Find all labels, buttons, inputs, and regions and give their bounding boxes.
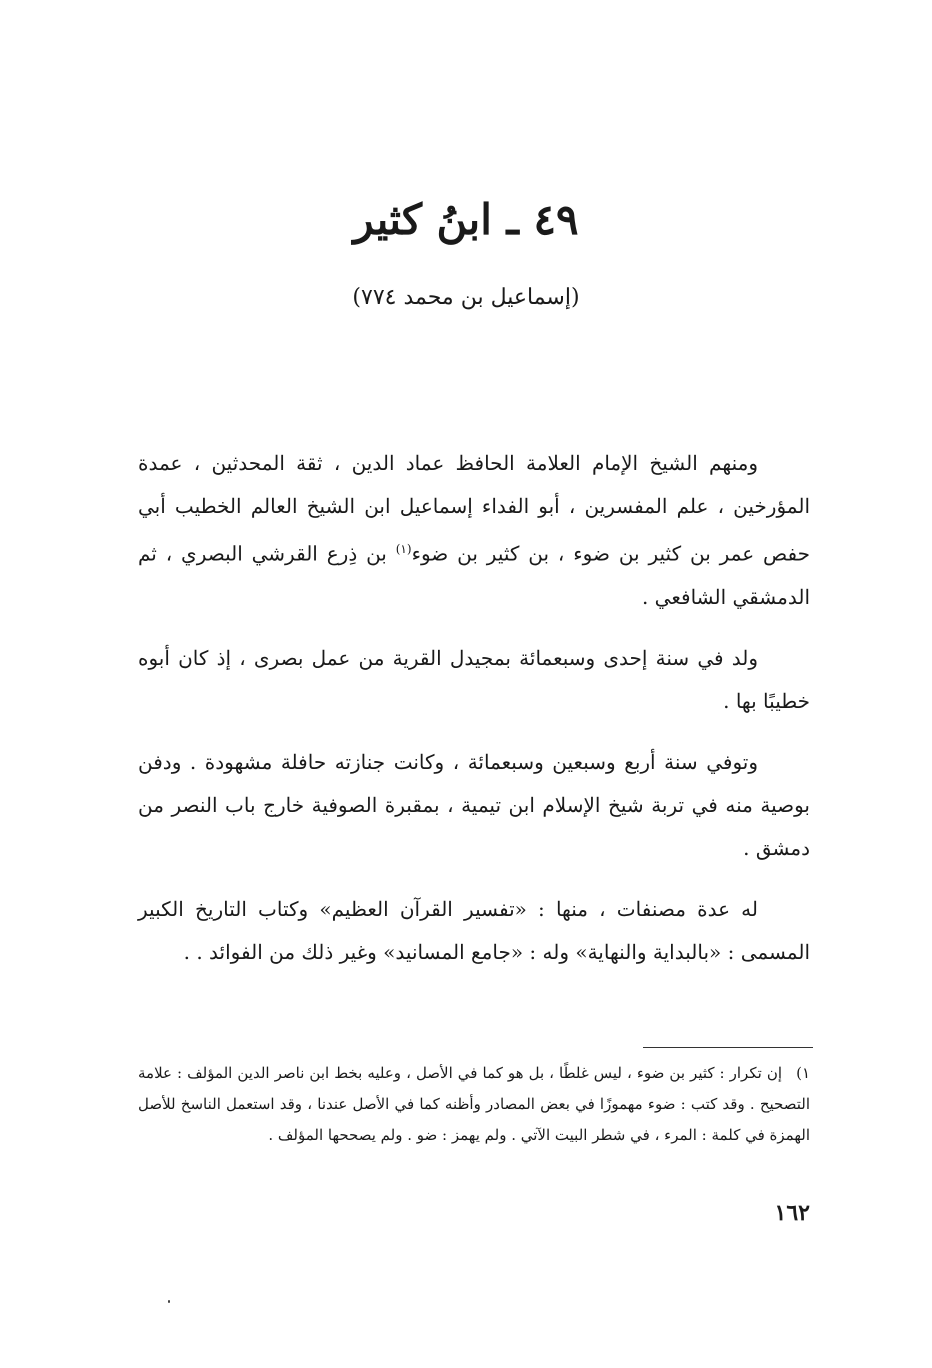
scan-speck — [168, 1300, 170, 1303]
paragraph-2: ولد في سنة إحدى وسبعمائة بمجيدل القرية من عمل بصرى ، إذ كان أبوه خطيبًا بها . — [138, 645, 810, 713]
paragraph-1-text-a: ومنهم الشيخ الإمام العلامة الحافظ عماد الدين ، ثقة المحدثين ، عمدة المؤرخين ، علم المفسرين ، أبو الفداء إسماعيل ابن الشيخ العالم الخطيب أبي حفص عمر بن كثير بن ضوء ، بن كثير بن ضوء — [138, 451, 810, 566]
entry-title: ٤٩ ـ ابنُ كثير — [353, 195, 579, 244]
footnote-marker: (١) — [395, 542, 412, 556]
entry-subtitle: (إسماعيل بن محمد ٧٧٤) — [352, 285, 580, 310]
footnote-divider — [643, 1047, 813, 1048]
paragraph-3: وتوفي سنة أربع وسبعين وسبعمائة ، وكانت جنازته حافلة مشهودة . ودفن بوصية منه في تربة شيخ الإسلام ابن تيمية ، بمقبرة الصوفية خارج باب النصر من دمشق . — [138, 749, 810, 860]
paragraph-1-text-b: بن ذِرع القرشي البصري ، ثم الدمشقي الشافعي . — [138, 541, 810, 609]
page-number: ١٦٢ — [774, 1200, 810, 1226]
body-text — [138, 442, 810, 992]
paragraph-4: له عدة مصنفات ، منها : «تفسير القرآن العظيم» وكتاب التاريخ الكبير المسمى : «بالبداية والنهاية» وله : «جامع المسانيد» وغير ذلك من الفوائد . . — [138, 896, 810, 964]
footnote-text: إن تكرار : كثير بن ضوء ، ليس غلطًا ، بل هو كما في الأصل ، وعليه بخط ابن ناصر الدين المؤلف : علامة التصحيح . وقد كتب : ضوء مهموزًا في بعض المصادر وأظنه كما في الأصل عندنا ، وقد استعمل الناسخ للأصل الهمزة في كلمة : المرء ، في شطر البيت الآتي . ولم يهمز : ضو . ولم يصححها المؤلف . — [138, 1064, 810, 1144]
footnotes — [138, 1058, 810, 1151]
paragraph-1 — [138, 442, 810, 619]
footnote-number: ١) — [796, 1064, 810, 1082]
